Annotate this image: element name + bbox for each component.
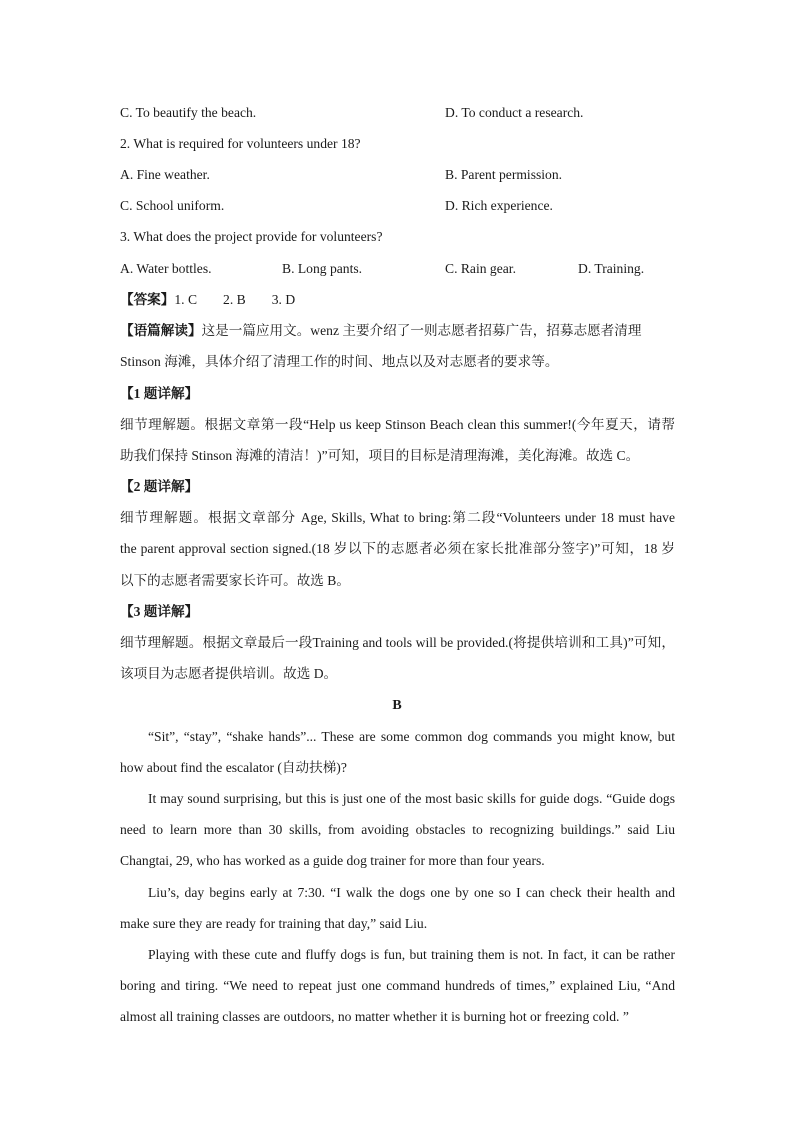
b-p4-line-2: boring and tiring. “We need to repeat just one command hundreds of times,” explained Liu, “And bbox=[120, 978, 675, 993]
b-p1-line-1: “Sit”, “stay”, “shake hands”... These are some common dog commands you might know, but bbox=[148, 729, 675, 744]
answer-line bbox=[120, 291, 675, 309]
answer-3: 3. D bbox=[271, 292, 296, 307]
b-p4-line-1: Playing with these cute and fluffy dogs is fun, but training them is not. In fact, it can be rather bbox=[148, 947, 675, 962]
b-p4-line-3: almost all training classes are outdoors, no matter whether it is burning hot or freezing cold. ” bbox=[120, 1009, 629, 1024]
section-b-title: B bbox=[392, 698, 402, 713]
d1-line-2: 助我们保持 Stinson 海滩的清洁！)”可知，项目的目标是清理海滩，美化海滩。故选 C。 bbox=[120, 448, 640, 463]
q3-option-c: C. Rain gear. bbox=[445, 261, 516, 276]
reading-text-1: 这是一篇应用文。wenz 主要介绍了一则志愿者招募广告，招募志愿者清理 bbox=[201, 323, 642, 338]
d2-line-2: the parent approval section signed.(18 岁以下的志愿者必须在家长批准部分签字)”可知，18 岁 bbox=[120, 541, 675, 556]
q2-option-a: A. Fine weather. bbox=[120, 167, 210, 182]
b-p1-line-2: how about find the escalator (自动扶梯)? bbox=[120, 760, 347, 775]
answer-label: 【答案】 bbox=[120, 292, 175, 307]
d2-heading: 【2 题详解】 bbox=[120, 479, 199, 494]
d3-heading: 【3 题详解】 bbox=[120, 604, 199, 619]
reading-label: 【语篇解读】 bbox=[120, 323, 202, 338]
b-p2-line-1: It may sound surprising, but this is just one of the most basic skills for guide dogs. “Guide dogs bbox=[148, 791, 675, 806]
q2-option-d: D. Rich experience. bbox=[445, 198, 553, 213]
b-p3-line-2: make sure they are ready for training that day,” said Liu. bbox=[120, 916, 428, 931]
q2-question: 2. What is required for volunteers under 18? bbox=[120, 136, 361, 151]
q3-option-a: A. Water bottles. bbox=[120, 261, 212, 276]
d3-line-2: 该项目为志愿者提供培训。故选 D。 bbox=[120, 666, 338, 681]
b-p2-line-2: need to learn more than 30 skills, from avoiding obstacles to recognizing buildings.” said Liu bbox=[120, 822, 675, 837]
d1-heading: 【1 题详解】 bbox=[120, 386, 199, 401]
d3-line-1: 细节理解题。根据文章最后一段Training and tools will be provided.(将提供培训和工具)”可知， bbox=[120, 635, 675, 650]
b-p2-line-3: Changtai, 29, who has worked as a guide dog trainer for more than four years. bbox=[120, 853, 545, 868]
q2-option-b: B. Parent permission. bbox=[445, 167, 563, 182]
q1-option-c: C. To beautify the beach. bbox=[120, 105, 257, 120]
d1-line-1: 细节理解题。根据文章第一段“Help us keep Stinson Beach clean this summer!(今年夏天，请帮 bbox=[120, 417, 675, 432]
q1-option-d: D. To conduct a research. bbox=[445, 105, 584, 120]
reading-line-1 bbox=[120, 322, 675, 340]
q3-question: 3. What does the project provide for volunteers? bbox=[120, 229, 383, 244]
q3-option-d: D. Training. bbox=[578, 261, 645, 276]
reading-line-2: Stinson 海滩，具体介绍了清理工作的时间、地点以及对志愿者的要求等。 bbox=[120, 354, 559, 369]
d2-line-3: 以下的志愿者需要家长许可。故选 B。 bbox=[120, 573, 350, 588]
q2-option-c: C. School uniform. bbox=[120, 198, 225, 213]
d2-line-1: 细节理解题。根据文章部分 Age, Skills, What to bring:第二段“Volunteers under 18 must have bbox=[120, 510, 675, 525]
b-p3-line-1: Liu’s, day begins early at 7:30. “I walk the dogs one by one so I can check their health and bbox=[148, 885, 675, 900]
answer-2: 2. B bbox=[223, 292, 246, 307]
answer-1: 1. C bbox=[174, 292, 198, 307]
q3-option-b: B. Long pants. bbox=[282, 261, 363, 276]
